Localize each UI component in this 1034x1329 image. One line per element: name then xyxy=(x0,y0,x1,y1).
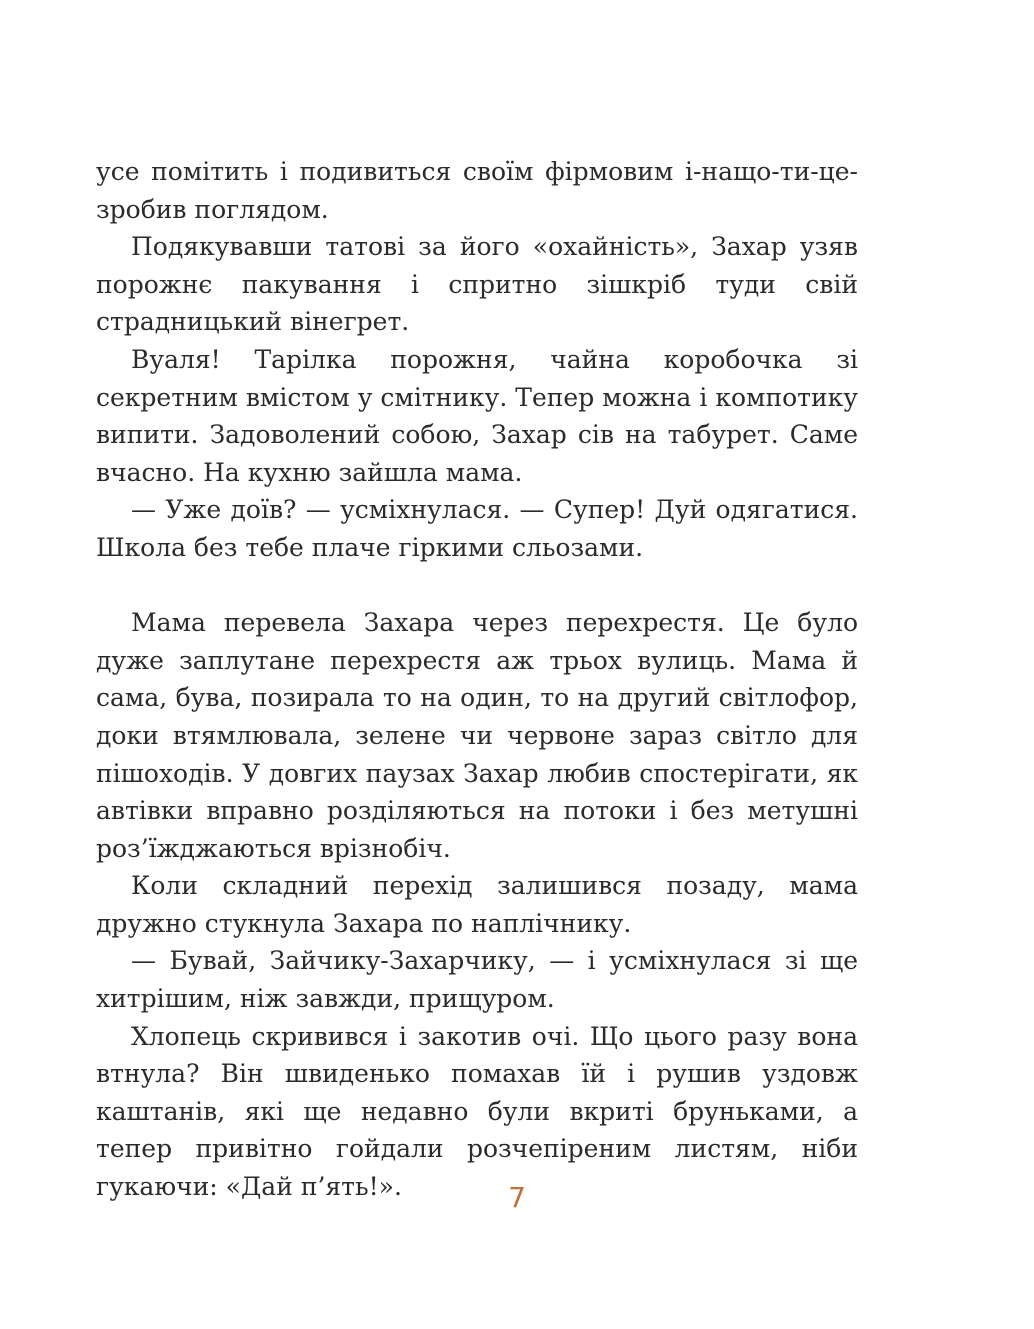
section-break xyxy=(96,567,858,605)
paragraph: Вуаля! Тарілка порожня, чайна коробочка зі секретним вмістом у смітнику. Тепер можна і компотику випити. Задоволений собою, Захар сів на табурет. Саме вчасно. На кухню зайшла мама. xyxy=(96,344,858,487)
dialogue-paragraph: — Бувай, Зайчику-Захарчику, — і усміхнулася зі ще хитрішим, ніж завжди, прищуром. xyxy=(96,946,858,1014)
page-number: 7 xyxy=(508,1181,526,1214)
paragraph: Мама перевела Захара через перехрестя. Це було дуже заплутане перехрестя аж трьох вулиць. Мама й сама, бува, позирала то на один, то на другий світлофор, доки втямлювала, зелене чи червоне зараз світло для пішоходів. У довгих паузах Захар любив спостерігати, як автівки вправно розділяються на потоки і без метушні роз’їжджаються врізнобіч. xyxy=(96,608,858,863)
body-text xyxy=(96,153,858,1206)
paragraph-continued: усе помітить і подивиться своїм фірмовим і-нащо-ти-це-зробив поглядом. xyxy=(96,157,858,224)
paragraph: Хлопець скривився і закотив очі. Що цього разу вона втнула? Він швиденько помахав їй і рушив уздовж каштанів, які ще недавно були вкриті бруньками, а тепер привітно гойдали розчепіреним листям, ніби гукаючи: «Дай п’ять!». xyxy=(96,1021,858,1202)
paragraph: Коли складний перехід залишився позаду, мама дружно стукнула Захара по наплічнику. xyxy=(96,871,858,938)
dialogue-paragraph: — Уже доїв? — усміхнулася. — Супер! Дуй одягатися. Школа без тебе плаче гіркими сльозами. xyxy=(96,495,858,562)
paragraph: Подякувавши татові за його «охайність», Захар узяв порожнє пакування і спритно зішкріб туди свій страдницький вінегрет. xyxy=(96,232,858,337)
